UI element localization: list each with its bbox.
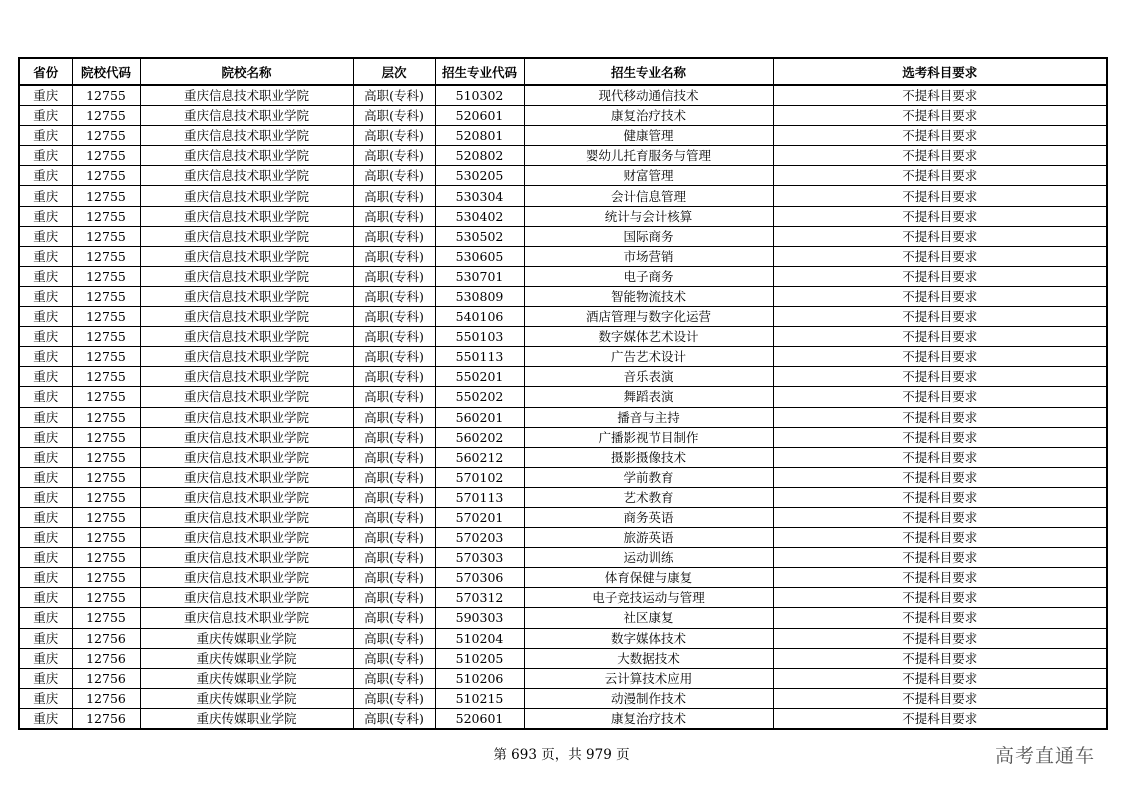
table-row — [19, 246, 1107, 266]
table-row — [19, 447, 1107, 467]
cell-province: 重庆 — [19, 708, 72, 729]
cell-major-code: 530304 — [435, 186, 524, 206]
cell-major-code: 550202 — [435, 387, 524, 407]
cell-level: 高职(专科) — [353, 568, 435, 588]
cell-province: 重庆 — [19, 327, 72, 347]
cell-province: 重庆 — [19, 588, 72, 608]
table-row — [19, 226, 1107, 246]
table-row — [19, 608, 1107, 628]
cell-school-name: 重庆信息技术职业学院 — [140, 487, 353, 507]
cell-major-name: 广告艺术设计 — [524, 347, 773, 367]
cell-major-code: 570303 — [435, 548, 524, 568]
cell-subject-requirement: 不提科目要求 — [773, 407, 1107, 427]
cell-major-code: 570201 — [435, 507, 524, 527]
cell-province: 重庆 — [19, 608, 72, 628]
cell-province: 重庆 — [19, 487, 72, 507]
cell-major-code: 530701 — [435, 266, 524, 286]
cell-major-code: 510206 — [435, 668, 524, 688]
cell-subject-requirement: 不提科目要求 — [773, 387, 1107, 407]
cell-school-name: 重庆信息技术职业学院 — [140, 106, 353, 126]
cell-level: 高职(专科) — [353, 447, 435, 467]
cell-level: 高职(专科) — [353, 126, 435, 146]
cell-level: 高职(专科) — [353, 668, 435, 688]
cell-subject-requirement: 不提科目要求 — [773, 668, 1107, 688]
cell-province: 重庆 — [19, 447, 72, 467]
cell-school-code: 12755 — [72, 246, 140, 266]
cell-school-name: 重庆信息技术职业学院 — [140, 206, 353, 226]
cell-level: 高职(专科) — [353, 206, 435, 226]
cell-subject-requirement: 不提科目要求 — [773, 226, 1107, 246]
cell-subject-requirement: 不提科目要求 — [773, 85, 1107, 106]
cell-school-code: 12755 — [72, 206, 140, 226]
cell-subject-requirement: 不提科目要求 — [773, 528, 1107, 548]
cell-school-name: 重庆信息技术职业学院 — [140, 568, 353, 588]
cell-level: 高职(专科) — [353, 307, 435, 327]
cell-major-name: 电子商务 — [524, 266, 773, 286]
cell-level: 高职(专科) — [353, 347, 435, 367]
cell-province: 重庆 — [19, 407, 72, 427]
table-row — [19, 286, 1107, 306]
cell-major-code: 510215 — [435, 688, 524, 708]
cell-level: 高职(专科) — [353, 146, 435, 166]
cell-subject-requirement: 不提科目要求 — [773, 206, 1107, 226]
cell-province: 重庆 — [19, 427, 72, 447]
cell-province: 重庆 — [19, 507, 72, 527]
cell-level: 高职(专科) — [353, 467, 435, 487]
table-row — [19, 708, 1107, 729]
header-level: 层次 — [353, 58, 435, 85]
cell-province: 重庆 — [19, 307, 72, 327]
cell-level: 高职(专科) — [353, 648, 435, 668]
cell-major-code: 520601 — [435, 106, 524, 126]
header-school-code: 院校代码 — [72, 58, 140, 85]
cell-province: 重庆 — [19, 628, 72, 648]
table-row — [19, 668, 1107, 688]
table-row — [19, 146, 1107, 166]
cell-subject-requirement: 不提科目要求 — [773, 166, 1107, 186]
cell-level: 高职(专科) — [353, 286, 435, 306]
cell-major-name: 社区康复 — [524, 608, 773, 628]
cell-school-name: 重庆信息技术职业学院 — [140, 327, 353, 347]
cell-major-name: 健康管理 — [524, 126, 773, 146]
cell-school-code: 12756 — [72, 688, 140, 708]
cell-school-name: 重庆信息技术职业学院 — [140, 528, 353, 548]
cell-province: 重庆 — [19, 367, 72, 387]
cell-level: 高职(专科) — [353, 387, 435, 407]
cell-major-name: 舞蹈表演 — [524, 387, 773, 407]
cell-province: 重庆 — [19, 166, 72, 186]
cell-major-name: 数字媒体艺术设计 — [524, 327, 773, 347]
table-row — [19, 327, 1107, 347]
cell-school-code: 12755 — [72, 347, 140, 367]
cell-subject-requirement: 不提科目要求 — [773, 126, 1107, 146]
cell-major-name: 市场营销 — [524, 246, 773, 266]
table-row — [19, 106, 1107, 126]
cell-major-name: 现代移动通信技术 — [524, 85, 773, 106]
cell-major-code: 570102 — [435, 467, 524, 487]
cell-level: 高职(专科) — [353, 487, 435, 507]
cell-major-code: 550201 — [435, 367, 524, 387]
cell-major-code: 510302 — [435, 85, 524, 106]
table-row — [19, 427, 1107, 447]
cell-school-code: 12755 — [72, 106, 140, 126]
header-subject-requirement: 选考科目要求 — [773, 58, 1107, 85]
cell-school-code: 12755 — [72, 166, 140, 186]
header-major-name: 招生专业名称 — [524, 58, 773, 85]
cell-school-name: 重庆信息技术职业学院 — [140, 548, 353, 568]
cell-subject-requirement: 不提科目要求 — [773, 327, 1107, 347]
cell-school-name: 重庆传媒职业学院 — [140, 628, 353, 648]
page-number-footer: 第 693 页，共 979 页 — [493, 747, 630, 763]
cell-school-name: 重庆信息技术职业学院 — [140, 427, 353, 447]
watermark-logo-text: 高考直通车 — [994, 745, 1095, 767]
cell-major-name: 国际商务 — [524, 226, 773, 246]
cell-level: 高职(专科) — [353, 327, 435, 347]
cell-major-code: 510204 — [435, 628, 524, 648]
cell-major-code: 570113 — [435, 487, 524, 507]
cell-major-name: 酒店管理与数字化运营 — [524, 307, 773, 327]
cell-major-code: 520802 — [435, 146, 524, 166]
cell-level: 高职(专科) — [353, 608, 435, 628]
cell-subject-requirement: 不提科目要求 — [773, 648, 1107, 668]
table-row — [19, 387, 1107, 407]
cell-subject-requirement: 不提科目要求 — [773, 487, 1107, 507]
cell-school-code: 12755 — [72, 266, 140, 286]
cell-major-name: 云计算技术应用 — [524, 668, 773, 688]
table-row — [19, 347, 1107, 367]
cell-province: 重庆 — [19, 467, 72, 487]
cell-major-code: 520801 — [435, 126, 524, 146]
table-row — [19, 507, 1107, 527]
cell-level: 高职(专科) — [353, 266, 435, 286]
cell-school-code: 12755 — [72, 307, 140, 327]
cell-school-name: 重庆信息技术职业学院 — [140, 246, 353, 266]
cell-school-name: 重庆信息技术职业学院 — [140, 608, 353, 628]
cell-province: 重庆 — [19, 246, 72, 266]
table-row — [19, 367, 1107, 387]
cell-subject-requirement: 不提科目要求 — [773, 367, 1107, 387]
cell-major-name: 学前教育 — [524, 467, 773, 487]
cell-major-name: 艺术教育 — [524, 487, 773, 507]
table-row — [19, 407, 1107, 427]
cell-province: 重庆 — [19, 387, 72, 407]
cell-major-name: 动漫制作技术 — [524, 688, 773, 708]
cell-level: 高职(专科) — [353, 367, 435, 387]
cell-major-code: 570203 — [435, 528, 524, 548]
table-row — [19, 85, 1107, 106]
cell-subject-requirement: 不提科目要求 — [773, 467, 1107, 487]
table-header-row — [19, 58, 1107, 85]
cell-subject-requirement: 不提科目要求 — [773, 347, 1107, 367]
cell-major-code: 530809 — [435, 286, 524, 306]
cell-subject-requirement: 不提科目要求 — [773, 246, 1107, 266]
cell-major-code: 560201 — [435, 407, 524, 427]
cell-major-name: 体育保健与康复 — [524, 568, 773, 588]
cell-level: 高职(专科) — [353, 708, 435, 729]
cell-school-name: 重庆信息技术职业学院 — [140, 467, 353, 487]
cell-school-code: 12755 — [72, 487, 140, 507]
cell-major-code: 550103 — [435, 327, 524, 347]
cell-subject-requirement: 不提科目要求 — [773, 507, 1107, 527]
cell-major-name: 智能物流技术 — [524, 286, 773, 306]
cell-major-code: 510205 — [435, 648, 524, 668]
header-province: 省份 — [19, 58, 72, 85]
cell-school-code: 12755 — [72, 186, 140, 206]
cell-school-code: 12755 — [72, 387, 140, 407]
cell-level: 高职(专科) — [353, 688, 435, 708]
cell-school-code: 12756 — [72, 628, 140, 648]
cell-subject-requirement: 不提科目要求 — [773, 608, 1107, 628]
cell-major-code: 590303 — [435, 608, 524, 628]
cell-subject-requirement: 不提科目要求 — [773, 548, 1107, 568]
cell-major-code: 530502 — [435, 226, 524, 246]
cell-subject-requirement: 不提科目要求 — [773, 568, 1107, 588]
cell-school-code: 12756 — [72, 708, 140, 729]
cell-level: 高职(专科) — [353, 186, 435, 206]
cell-major-name: 大数据技术 — [524, 648, 773, 668]
cell-level: 高职(专科) — [353, 166, 435, 186]
table-row — [19, 126, 1107, 146]
cell-school-code: 12755 — [72, 286, 140, 306]
cell-school-name: 重庆传媒职业学院 — [140, 648, 353, 668]
cell-province: 重庆 — [19, 548, 72, 568]
cell-major-code: 530402 — [435, 206, 524, 226]
cell-level: 高职(专科) — [353, 407, 435, 427]
table-row — [19, 467, 1107, 487]
cell-school-code: 12755 — [72, 367, 140, 387]
cell-major-name: 康复治疗技术 — [524, 106, 773, 126]
cell-province: 重庆 — [19, 688, 72, 708]
cell-school-name: 重庆传媒职业学院 — [140, 668, 353, 688]
cell-major-name: 会计信息管理 — [524, 186, 773, 206]
cell-province: 重庆 — [19, 226, 72, 246]
cell-subject-requirement: 不提科目要求 — [773, 286, 1107, 306]
cell-level: 高职(专科) — [353, 106, 435, 126]
cell-subject-requirement: 不提科目要求 — [773, 266, 1107, 286]
cell-level: 高职(专科) — [353, 528, 435, 548]
cell-level: 高职(专科) — [353, 85, 435, 106]
cell-school-name: 重庆信息技术职业学院 — [140, 367, 353, 387]
cell-subject-requirement: 不提科目要求 — [773, 588, 1107, 608]
cell-school-name: 重庆信息技术职业学院 — [140, 507, 353, 527]
cell-school-code: 12755 — [72, 528, 140, 548]
cell-school-code: 12755 — [72, 447, 140, 467]
cell-province: 重庆 — [19, 528, 72, 548]
cell-province: 重庆 — [19, 106, 72, 126]
cell-school-code: 12755 — [72, 467, 140, 487]
cell-major-name: 数字媒体技术 — [524, 628, 773, 648]
cell-subject-requirement: 不提科目要求 — [773, 447, 1107, 467]
cell-school-code: 12755 — [72, 588, 140, 608]
cell-major-name: 婴幼儿托育服务与管理 — [524, 146, 773, 166]
cell-level: 高职(专科) — [353, 507, 435, 527]
cell-school-name: 重庆信息技术职业学院 — [140, 226, 353, 246]
cell-subject-requirement: 不提科目要求 — [773, 146, 1107, 166]
cell-province: 重庆 — [19, 85, 72, 106]
cell-major-name: 摄影摄像技术 — [524, 447, 773, 467]
cell-school-code: 12755 — [72, 548, 140, 568]
cell-province: 重庆 — [19, 286, 72, 306]
table-row — [19, 588, 1107, 608]
cell-subject-requirement: 不提科目要求 — [773, 106, 1107, 126]
cell-major-code: 530205 — [435, 166, 524, 186]
cell-major-code: 560202 — [435, 427, 524, 447]
cell-school-code: 12756 — [72, 668, 140, 688]
cell-school-code: 12755 — [72, 126, 140, 146]
table-row — [19, 648, 1107, 668]
cell-province: 重庆 — [19, 568, 72, 588]
table-row — [19, 307, 1107, 327]
cell-province: 重庆 — [19, 206, 72, 226]
table-row — [19, 186, 1107, 206]
cell-major-name: 康复治疗技术 — [524, 708, 773, 729]
table-row — [19, 166, 1107, 186]
cell-school-code: 12755 — [72, 226, 140, 246]
cell-province: 重庆 — [19, 146, 72, 166]
cell-subject-requirement: 不提科目要求 — [773, 427, 1107, 447]
cell-school-name: 重庆信息技术职业学院 — [140, 266, 353, 286]
cell-major-code: 570306 — [435, 568, 524, 588]
cell-level: 高职(专科) — [353, 226, 435, 246]
cell-school-name: 重庆信息技术职业学院 — [140, 387, 353, 407]
cell-school-name: 重庆信息技术职业学院 — [140, 588, 353, 608]
cell-major-name: 广播影视节目制作 — [524, 427, 773, 447]
cell-school-name: 重庆信息技术职业学院 — [140, 407, 353, 427]
table-row — [19, 266, 1107, 286]
cell-school-code: 12756 — [72, 648, 140, 668]
cell-major-name: 旅游英语 — [524, 528, 773, 548]
table-row — [19, 548, 1107, 568]
cell-subject-requirement: 不提科目要求 — [773, 708, 1107, 729]
cell-school-name: 重庆信息技术职业学院 — [140, 347, 353, 367]
cell-school-name: 重庆信息技术职业学院 — [140, 447, 353, 467]
cell-major-code: 540106 — [435, 307, 524, 327]
table-body — [19, 85, 1107, 729]
document-table-container — [18, 57, 1106, 730]
cell-school-name: 重庆信息技术职业学院 — [140, 307, 353, 327]
cell-school-code: 12755 — [72, 608, 140, 628]
cell-subject-requirement: 不提科目要求 — [773, 688, 1107, 708]
cell-subject-requirement: 不提科目要求 — [773, 307, 1107, 327]
cell-level: 高职(专科) — [353, 548, 435, 568]
cell-province: 重庆 — [19, 186, 72, 206]
cell-level: 高职(专科) — [353, 628, 435, 648]
cell-school-name: 重庆传媒职业学院 — [140, 708, 353, 729]
cell-school-code: 12755 — [72, 327, 140, 347]
cell-subject-requirement: 不提科目要求 — [773, 186, 1107, 206]
cell-school-code: 12755 — [72, 507, 140, 527]
cell-major-code: 520601 — [435, 708, 524, 729]
cell-school-name: 重庆信息技术职业学院 — [140, 286, 353, 306]
cell-school-code: 12755 — [72, 146, 140, 166]
table-row — [19, 628, 1107, 648]
cell-major-code: 550113 — [435, 347, 524, 367]
cell-province: 重庆 — [19, 347, 72, 367]
cell-school-name: 重庆信息技术职业学院 — [140, 146, 353, 166]
table-row — [19, 568, 1107, 588]
cell-province: 重庆 — [19, 668, 72, 688]
cell-subject-requirement: 不提科目要求 — [773, 628, 1107, 648]
table-row — [19, 528, 1107, 548]
header-major-code: 招生专业代码 — [435, 58, 524, 85]
cell-major-name: 运动训练 — [524, 548, 773, 568]
cell-level: 高职(专科) — [353, 246, 435, 266]
cell-school-name: 重庆信息技术职业学院 — [140, 166, 353, 186]
cell-major-name: 电子竞技运动与管理 — [524, 588, 773, 608]
enrollment-table — [18, 57, 1108, 730]
cell-major-name: 财富管理 — [524, 166, 773, 186]
cell-major-name: 统计与会计核算 — [524, 206, 773, 226]
table-row — [19, 206, 1107, 226]
cell-school-code: 12755 — [72, 407, 140, 427]
cell-major-code: 570312 — [435, 588, 524, 608]
table-row — [19, 487, 1107, 507]
cell-school-code: 12755 — [72, 427, 140, 447]
cell-school-name: 重庆信息技术职业学院 — [140, 126, 353, 146]
cell-school-name: 重庆传媒职业学院 — [140, 688, 353, 708]
cell-major-name: 商务英语 — [524, 507, 773, 527]
cell-province: 重庆 — [19, 266, 72, 286]
table-row — [19, 688, 1107, 708]
cell-school-name: 重庆信息技术职业学院 — [140, 85, 353, 106]
header-school-name: 院校名称 — [140, 58, 353, 85]
cell-major-code: 530605 — [435, 246, 524, 266]
cell-school-name: 重庆信息技术职业学院 — [140, 186, 353, 206]
cell-level: 高职(专科) — [353, 427, 435, 447]
cell-major-name: 播音与主持 — [524, 407, 773, 427]
cell-major-name: 音乐表演 — [524, 367, 773, 387]
cell-province: 重庆 — [19, 648, 72, 668]
cell-level: 高职(专科) — [353, 588, 435, 608]
cell-major-code: 560212 — [435, 447, 524, 467]
cell-school-code: 12755 — [72, 85, 140, 106]
cell-school-code: 12755 — [72, 568, 140, 588]
cell-province: 重庆 — [19, 126, 72, 146]
